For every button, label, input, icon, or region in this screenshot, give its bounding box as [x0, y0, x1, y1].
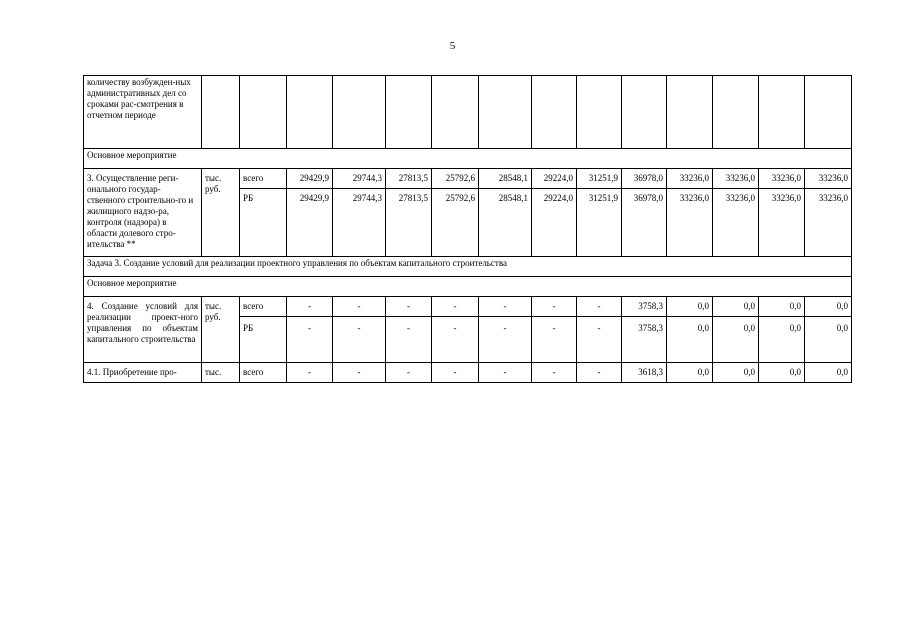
- value-cell: -: [532, 317, 577, 363]
- value-cell: -: [577, 363, 622, 383]
- value-cell: 31251,9: [577, 169, 622, 189]
- value-cell: 3758,3: [622, 317, 667, 363]
- value-cell: 0,0: [759, 363, 805, 383]
- table-row: [84, 363, 852, 383]
- value-cell: 0,0: [713, 297, 759, 317]
- section-heading: Основное мероприятие: [84, 277, 852, 297]
- value-cell: 0,0: [667, 297, 713, 317]
- value-cell: 27813,5: [386, 189, 432, 257]
- table-row: [84, 169, 852, 189]
- empty-cell: [667, 76, 713, 149]
- table-row: [84, 76, 852, 149]
- value-cell: -: [287, 363, 333, 383]
- value-cell: 0,0: [805, 297, 852, 317]
- value-cell: 33236,0: [713, 189, 759, 257]
- value-cell: 29429,9: [287, 189, 333, 257]
- empty-cell: [202, 76, 240, 149]
- value-cell: 33236,0: [759, 169, 805, 189]
- value-cell: 25792,6: [432, 189, 479, 257]
- value-cell: 0,0: [713, 317, 759, 363]
- section-heading: Основное мероприятие: [84, 149, 852, 169]
- unit-cell: тыс. руб.: [202, 169, 240, 257]
- funding-source: РБ: [240, 317, 287, 363]
- empty-cell: [713, 76, 759, 149]
- value-cell: 29429,9: [287, 169, 333, 189]
- empty-cell: [622, 76, 667, 149]
- value-cell: -: [287, 297, 333, 317]
- value-cell: 31251,9: [577, 189, 622, 257]
- value-cell: 0,0: [713, 363, 759, 383]
- value-cell: 33236,0: [667, 169, 713, 189]
- value-cell: 0,0: [805, 363, 852, 383]
- value-cell: 0,0: [759, 317, 805, 363]
- value-cell: -: [333, 297, 386, 317]
- empty-cell: [333, 76, 386, 149]
- value-cell: -: [479, 363, 532, 383]
- value-cell: -: [287, 317, 333, 363]
- unit-cell: тыс. руб.: [202, 297, 240, 363]
- empty-cell: [240, 76, 287, 149]
- value-cell: -: [577, 297, 622, 317]
- empty-cell: [386, 76, 432, 149]
- empty-cell: [432, 76, 479, 149]
- value-cell: -: [432, 363, 479, 383]
- program-funding-table: [83, 75, 852, 383]
- value-cell: -: [333, 317, 386, 363]
- value-cell: 29224,0: [532, 169, 577, 189]
- value-cell: 33236,0: [713, 169, 759, 189]
- empty-cell: [759, 76, 805, 149]
- value-cell: 36978,0: [622, 169, 667, 189]
- measure-description: 3. Осуществление реги-онального государ-ственного строительно-го и жилищного надзо-ра, контроля (надзора) в области долевого стро-ительства **: [84, 169, 202, 257]
- value-cell: 0,0: [667, 363, 713, 383]
- empty-cell: [577, 76, 622, 149]
- table-row: [84, 149, 852, 169]
- funding-source: РБ: [240, 189, 287, 257]
- value-cell: 29224,0: [532, 189, 577, 257]
- value-cell: -: [577, 317, 622, 363]
- value-cell: 3618,3: [622, 363, 667, 383]
- value-cell: -: [386, 297, 432, 317]
- table-row: [84, 277, 852, 297]
- page-number: 5: [449, 40, 456, 52]
- value-cell: 29744,3: [333, 189, 386, 257]
- value-cell: 33236,0: [759, 189, 805, 257]
- value-cell: 0,0: [667, 317, 713, 363]
- value-cell: 28548,1: [479, 189, 532, 257]
- value-cell: 0,0: [759, 297, 805, 317]
- measure-description: 4. Создание условий для реализации проект-ного управления по объектам капитального строительства: [84, 297, 202, 363]
- empty-cell: [287, 76, 333, 149]
- value-cell: -: [479, 317, 532, 363]
- value-cell: 29744,3: [333, 169, 386, 189]
- funding-source: всего: [240, 169, 287, 189]
- value-cell: 3758,3: [622, 297, 667, 317]
- measure-description: 4.1. Приобретение про-: [84, 363, 202, 383]
- value-cell: -: [432, 317, 479, 363]
- value-cell: 28548,1: [479, 169, 532, 189]
- value-cell: 27813,5: [386, 169, 432, 189]
- value-cell: -: [333, 363, 386, 383]
- table-row: [84, 297, 852, 317]
- value-cell: -: [532, 297, 577, 317]
- funding-source: всего: [240, 363, 287, 383]
- value-cell: -: [386, 317, 432, 363]
- indicator-description: количеству возбужден-ных административных дел со сроками рас-смотрения в отчетном периоде: [84, 76, 202, 149]
- empty-cell: [479, 76, 532, 149]
- value-cell: 33236,0: [805, 169, 852, 189]
- empty-cell: [532, 76, 577, 149]
- value-cell: -: [386, 363, 432, 383]
- value-cell: 36978,0: [622, 189, 667, 257]
- value-cell: 0,0: [805, 317, 852, 363]
- value-cell: -: [532, 363, 577, 383]
- unit-cell: тыс.: [202, 363, 240, 383]
- value-cell: 33236,0: [805, 189, 852, 257]
- value-cell: 33236,0: [667, 189, 713, 257]
- table-row: [84, 257, 852, 277]
- value-cell: -: [479, 297, 532, 317]
- empty-cell: [805, 76, 852, 149]
- value-cell: -: [432, 297, 479, 317]
- task-heading: Задача 3. Создание условий для реализации проектного управления по объектам капитального строительства: [84, 257, 852, 277]
- value-cell: 25792,6: [432, 169, 479, 189]
- funding-source: всего: [240, 297, 287, 317]
